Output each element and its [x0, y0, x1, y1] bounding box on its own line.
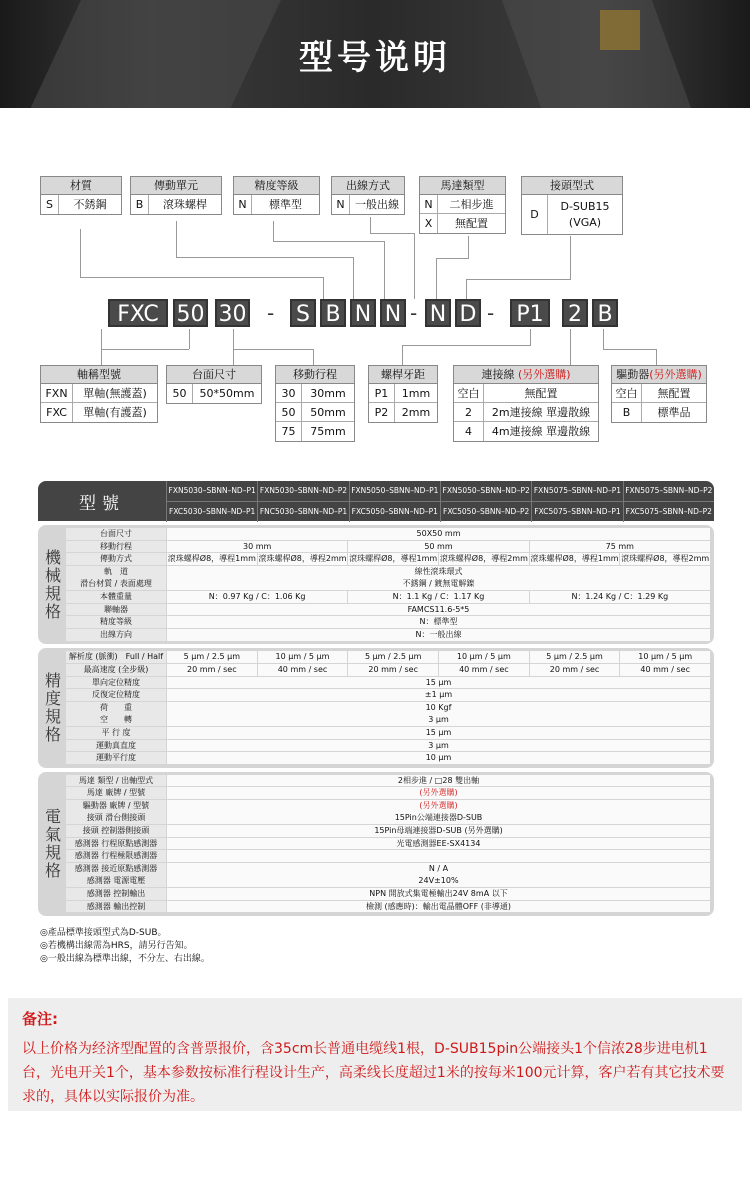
drive-box: 傳動單元 B 滾珠螺桿	[130, 176, 222, 215]
spec-group	[38, 648, 714, 767]
spec-row-label: 空 轉	[66, 714, 166, 726]
spec-row	[66, 528, 710, 540]
spec-row	[66, 825, 710, 837]
spec-model-fxn: FXN5030–SBNN–ND–P2	[257, 481, 348, 501]
axis-box: 軸稱型號 FXN 單軸(無護蓋) FXC 單軸(有護蓋)	[40, 365, 158, 423]
spec-row	[66, 800, 710, 812]
spec-value: N：1.1 Kg / C：1.17 Kg	[348, 591, 528, 603]
spec-row	[66, 838, 710, 850]
precision-box: 精度等級 N 標準型	[233, 176, 320, 215]
spec-value: 10 Kgf	[167, 702, 710, 714]
spec-row	[66, 578, 710, 590]
spec-value: 50X50 mm	[167, 528, 710, 540]
spec-row-label: 滑台材質 / 表面處理	[66, 578, 166, 590]
page-title: 型号说明	[299, 38, 451, 78]
spec-model-fxn: FXN5050–SBNN–ND–P1	[349, 481, 440, 501]
spec-value: 3 μm	[167, 714, 710, 726]
spec-value: N：1.24 Kg / C：1.29 Kg	[530, 591, 710, 603]
spec-row	[66, 689, 710, 701]
spec-value: 15 μm	[167, 727, 710, 739]
pitch-box: 螺桿牙距 P1 1mm P2 2mm	[368, 365, 438, 423]
spec-value: N：一般出線	[167, 629, 710, 641]
spec-row	[66, 702, 710, 714]
spec-value: 2相步進 / □28 雙出軸	[167, 775, 710, 787]
spec-row-label: 本體重量	[66, 591, 166, 603]
spec-value	[167, 850, 710, 862]
spec-value: 檢測 (感應時)：輸出電晶體OFF (非導通)	[167, 901, 710, 913]
spec-value: 30 mm	[167, 541, 347, 553]
spec-value: N：標準型	[167, 616, 710, 628]
spec-value: 40 mm / sec	[620, 664, 710, 676]
spec-row-label: 驅動器 廠牌 / 型號	[66, 800, 166, 812]
spec-value: 10 μm / 5 μm	[439, 651, 529, 663]
spec-group-label: 精度規格	[42, 672, 62, 745]
spec-row	[66, 616, 710, 628]
spec-row-label: 感測器 控制輸出	[66, 888, 166, 900]
spec-value: 光電感測器EE-SX4134	[167, 838, 710, 850]
spec-value: 50 mm	[348, 541, 528, 553]
spec-group-label: 機械規格	[42, 548, 62, 621]
spec-group-label: 電氣規格	[42, 807, 62, 880]
spec-row	[66, 604, 710, 616]
table-size-box: 台面尺寸 50 50*50mm	[166, 365, 262, 404]
spec-row	[66, 677, 710, 689]
spec-model-fxn: FXN5075–SBNN–ND–P2	[623, 481, 714, 501]
notes: ◎產品標準接頭型式為D-SUB。 ◎若機構出線需為HRS，請另行告知。 ◎一般出線為標準出線，不分左、右出線。	[40, 928, 210, 964]
spec-row	[66, 591, 710, 603]
remark-title: 备注:	[22, 1010, 58, 1028]
spec-value: NPN 開放式集電極輸出24V 8mA 以下	[167, 888, 710, 900]
spec-row	[66, 553, 710, 565]
spec-value: 75 mm	[530, 541, 710, 553]
spec-row-label: 平 行 度	[66, 727, 166, 739]
spec-row-label: 最高速度 (全步級)	[66, 664, 166, 676]
spec-row	[66, 863, 710, 875]
spec-row-label: 移動行程	[66, 541, 166, 553]
spec-model-fxn: FXN5050–SBNN–ND–P2	[440, 481, 531, 501]
spec-value: 10 μm / 5 μm	[620, 651, 710, 663]
spec-row	[66, 566, 710, 578]
spec-value: 3 μm	[167, 740, 710, 752]
spec-value: (另外選購)	[167, 800, 710, 812]
remark-box	[8, 998, 742, 1111]
spec-group	[38, 772, 714, 917]
spec-value: 滾珠螺桿Ø8，導程1mm	[349, 554, 438, 564]
spec-row-label: 軌 道	[66, 566, 166, 578]
spec-row	[66, 541, 710, 553]
spec-model-fxc: FNC5030–SBNN–ND–P1	[257, 502, 348, 522]
spec-model-fxc: FXC5050–SBNN–ND–P1	[349, 502, 440, 522]
spec-row	[66, 787, 710, 799]
spec-row-label: 感測器 接近原點感測器	[66, 863, 166, 875]
spec-value: (另外選購)	[167, 787, 710, 799]
cable-box: 連接線 (另外選購) 空白 無配置 2 2m連接線 單邊散線 4 4m連接線 單邊散線	[453, 365, 599, 442]
spec-model-fxc: FXC5050–SBNN–ND–P2	[440, 502, 531, 522]
spec-row	[66, 875, 710, 887]
spec-row	[66, 651, 710, 663]
spec-value: 20 mm / sec	[530, 664, 620, 676]
motor-box: 馬達類型 N 二相步進 X 無配置	[419, 176, 506, 234]
spec-row	[66, 850, 710, 862]
title-banner	[0, 0, 750, 108]
spec-row	[66, 740, 710, 752]
spec-row-label: 馬達 廠牌 / 型號	[66, 787, 166, 799]
spec-row	[66, 901, 710, 913]
spec-row-label: 感測器 輸出控制	[66, 901, 166, 913]
spec-row-label: 精度等級	[66, 616, 166, 628]
spec-value: 40 mm / sec	[258, 664, 348, 676]
spec-value: 不銹鋼 / 鍍無電解鎳	[167, 578, 710, 590]
spec-row	[66, 812, 710, 824]
spec-row-label: 感測器 行程極限感測器	[66, 850, 166, 862]
spec-row	[66, 714, 710, 726]
spec-value: N：0.97 Kg / C：1.06 Kg	[167, 591, 347, 603]
spec-value: 15 μm	[167, 677, 710, 689]
spec-value: 15Pin母端連接器D-SUB (另外選購)	[167, 825, 710, 837]
spec-row	[66, 664, 710, 676]
spec-model-fxc: FXC5075–SBNN–ND–P2	[623, 502, 714, 522]
spec-value: FAMCS11.6-5*5	[167, 604, 710, 616]
spec-row-label: 運動平行度	[66, 752, 166, 764]
spec-value: 10 μm / 5 μm	[258, 651, 348, 663]
spec-model-label: 型號	[79, 493, 125, 514]
spec-value: 5 μm / 2.5 μm	[348, 651, 438, 663]
spec-value: 滾珠螺桿Ø8，導程1mm	[167, 554, 256, 564]
spec-value: 20 mm / sec	[348, 664, 438, 676]
spec-row	[66, 727, 710, 739]
spec-row-label: 馬達 類型 / 出軸型式	[66, 775, 166, 787]
spec-value: 40 mm / sec	[439, 664, 529, 676]
spec-value: ±1 μm	[167, 689, 710, 701]
spec-value: 滾珠螺桿Ø8，導程2mm	[439, 554, 528, 564]
spec-value: 15Pin公端連接器D-SUB	[167, 812, 710, 824]
spec-value: 20 mm / sec	[167, 664, 257, 676]
spec-model-fxn: FXN5030–SBNN–ND–P1	[166, 481, 257, 501]
spec-row-label: 接頭 控制器側接頭	[66, 825, 166, 837]
spec-value: 10 μm	[167, 752, 710, 764]
spec-row-label: 解析度 (脈衝) Full / Half	[66, 651, 166, 663]
spec-value: 5 μm / 2.5 μm	[167, 651, 257, 663]
driver-box: 驅動器(另外選購) 空白 無配置 B 標準品	[611, 365, 707, 423]
spec-value: 線性滾珠環式	[167, 566, 710, 578]
spec-value: 24V±10%	[167, 875, 710, 887]
spec-row-label: 聯軸器	[66, 604, 166, 616]
stroke-box: 移動行程 30 30mm 50 50mm 75 75mm	[275, 365, 355, 442]
spec-row-label: 運動真直度	[66, 740, 166, 752]
spec-row-label: 出線方向	[66, 629, 166, 641]
spec-model-fxc: FXC5030–SBNN–ND–P1	[166, 502, 257, 522]
spec-row	[66, 775, 710, 787]
spec-row-label: 荷 重	[66, 702, 166, 714]
spec-row-label: 感測器 行程原點感測器	[66, 838, 166, 850]
spec-value: 滾珠螺桿Ø8，導程2mm	[258, 554, 347, 564]
material-box: 材質 S 不銹鋼	[40, 176, 122, 215]
spec-row-label: 接頭 滑台側接頭	[66, 812, 166, 824]
connector-box: 接頭型式 D D-SUB15 (VGA)	[521, 176, 623, 235]
spec-model-fxn: FXN5075–SBNN–ND–P1	[531, 481, 622, 501]
spec-group	[38, 525, 714, 644]
spec-row-label: 傳動方式	[66, 553, 166, 565]
spec-row	[66, 752, 710, 764]
spec-value: 滾珠螺桿Ø8，導程1mm	[530, 554, 619, 564]
outlet-box: 出線方式 N 一般出線	[331, 176, 405, 215]
spec-row-label: 感測器 電源電壓	[66, 875, 166, 887]
spec-row	[66, 629, 710, 641]
spec-row-label: 台面尺寸	[66, 528, 166, 540]
remark-body: 以上价格为经济型配置的含普票报价，含35cm长普通电缆线1根，D-SUB15pin公端接头1个信浓28步进电机1台，光电开关1个，基本参数按标准行程设计生产，高柔线长度超过1米的按每米100元计算，客户若有其它技术要求的，具体以实际报价为准。	[22, 1041, 725, 1105]
spec-value: 滾珠螺桿Ø8，導程2mm	[621, 554, 710, 564]
spec-row-label: 單向定位精度	[66, 677, 166, 689]
spec-value: N / A	[167, 863, 710, 875]
spec-value: 5 μm / 2.5 μm	[530, 651, 620, 663]
spec-table	[38, 481, 714, 916]
spec-row	[66, 888, 710, 900]
spec-row-label: 反復定位精度	[66, 689, 166, 701]
spec-model-fxc: FXC5075–SBNN–ND–P1	[531, 502, 622, 522]
